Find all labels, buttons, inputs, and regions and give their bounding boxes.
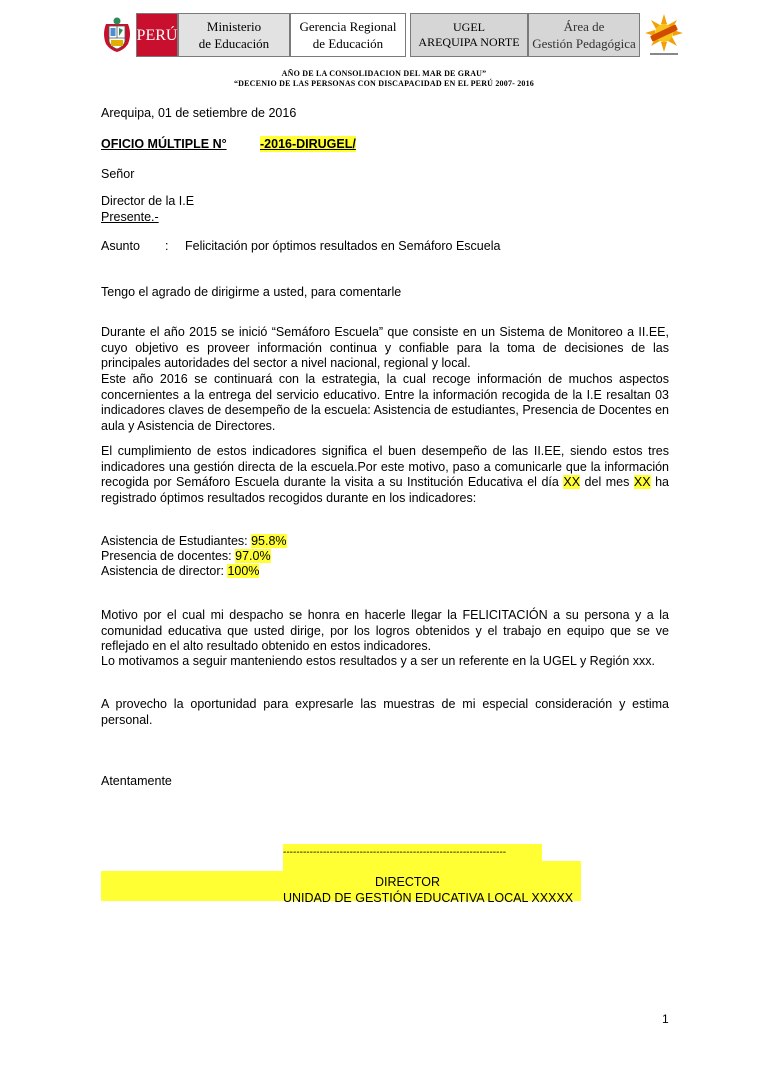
signature-line: ------------------------------------------------------------------- xyxy=(283,844,542,861)
asunto-label: Asunto xyxy=(101,239,140,253)
peru-label-box xyxy=(136,13,178,57)
motto-line-2: “DECENIO DE LAS PERSONAS CON DISCAPACIDAD EN EL PERÚ 2007- 2016 xyxy=(233,79,535,88)
intro-line: Tengo el agrado de dirigirme a usted, para comentarle xyxy=(101,285,402,299)
paragraph-2: Este año 2016 se continuará con la estrategia, la cual recoge información de muchos aspectos concernientes a la entrega del servicio educativo. Entre la información recogida de la I.E resaltan 03 indicadores claves de desempeño de la escuela: Asistencia de estudiantes, Presencia de Docentes en aula y Asistencia de Directores. xyxy=(101,372,669,433)
paragraph-5: Lo motivamos a seguir manteniendo estos resultados y a ser un referente en la UGEL y Región xxx. xyxy=(101,654,655,668)
indicator-teachers-value: 97.0% xyxy=(235,549,271,563)
regional-line1: Gerencia Regional xyxy=(299,19,397,34)
paragraph-3-part-a: El cumplimiento de estos indicadores significa el buen desempeño de las II.EE, siendo estos tres indicadores una gestión directa de la escuela.Por este motivo, paso a comunicarle que la información recogida por Semáforo Escuela durante la visita a su Institución Educativa el día xyxy=(101,444,669,489)
peru-label: PERÚ xyxy=(136,26,178,44)
asunto-text: Felicitación por óptimos resultados en Semáforo Escuela xyxy=(185,239,501,253)
pedagogical-area-box xyxy=(528,13,640,57)
indicator-students xyxy=(101,533,287,549)
area-line2: Gestión Pedagógica xyxy=(532,36,636,51)
visit-month: XX xyxy=(633,475,651,489)
paragraph-3-part-b: del mes xyxy=(580,475,634,489)
indicator-teachers-label: Presencia de docentes: xyxy=(101,549,236,563)
oficio-label: OFICIO MÚLTIPLE N° xyxy=(101,137,227,151)
coat-of-arms-icon xyxy=(100,16,134,54)
paragraph-4: Motivo por el cual mi despacho se honra en hacerle llegar la FELICITACIÓN a su persona y a la comunidad educativa que usted dirige, por los logros obtenidos y el trabajo en equipo que se ve reflejado en el alto resultado obtenido en estos indicadores. xyxy=(101,608,669,653)
regional-management-box xyxy=(290,13,406,57)
signature-unit: UNIDAD DE GESTIÓN EDUCATIVA LOCAL XXXXX xyxy=(283,891,574,905)
paragraph-6: A provecho la oportunidad para expresarle las muestras de mi especial consideración y estima personal. xyxy=(101,697,669,727)
page-number: 1 xyxy=(662,1012,669,1026)
asunto-colon: : xyxy=(165,239,169,253)
ministry-line2: de Educación xyxy=(198,36,270,51)
motto-line-1: AÑO DE LA CONSOLIDACION DEL MAR DE GRAU” xyxy=(281,69,487,78)
paragraph-3 xyxy=(101,444,669,506)
oficio-number: -2016-DIRUGEL/ xyxy=(260,137,356,151)
letterhead xyxy=(94,13,684,59)
recipient: Director de la I.E xyxy=(101,194,195,208)
paragraph-3-part-c: ha registrado óptimos resultados recogidos durante en los indicadores: xyxy=(101,475,669,505)
indicator-director-label: Asistencia de director: xyxy=(101,564,228,578)
place-date: Arequipa, 01 de setiembre de 2016 xyxy=(101,106,297,120)
indicator-director xyxy=(101,563,259,579)
closing: Atentamente xyxy=(101,774,172,788)
area-line1: Área de xyxy=(563,19,605,34)
indicator-teachers xyxy=(101,548,271,564)
indicator-director-value: 100% xyxy=(227,564,260,578)
indicator-students-label: Asistencia de Estudiantes: xyxy=(101,534,252,548)
presente: Presente.- xyxy=(101,210,159,224)
ugel-line2: AREQUIPA NORTE xyxy=(418,35,520,49)
salutation: Señor xyxy=(101,167,135,181)
regional-line2: de Educación xyxy=(312,36,384,51)
ugel-box xyxy=(410,13,528,57)
signature-highlight-mask xyxy=(101,861,283,871)
visit-day: XX xyxy=(563,475,581,489)
signature-title: DIRECTOR xyxy=(374,875,441,889)
ugel-line1: UGEL xyxy=(453,20,485,34)
sun-logo-icon xyxy=(644,13,684,59)
indicator-students-value: 95.8% xyxy=(251,534,287,548)
ministry-box xyxy=(178,13,290,57)
ministry-line1: Ministerio xyxy=(206,19,262,34)
paragraph-1: Durante el año 2015 se inició “Semáforo Escuela” que consiste en un Sistema de Monitoreo a II.EE, cuyo objetivo es proveer información continua y confiable para la toma de decisiones de las principales autoridades del sector a nivel nacional, regional y local. xyxy=(101,325,669,370)
